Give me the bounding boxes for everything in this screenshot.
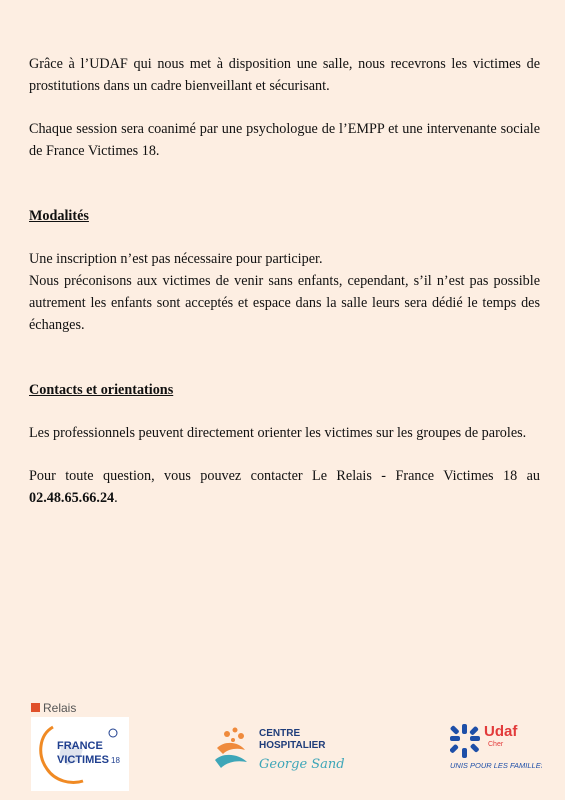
contacts-heading: Contacts et orientations	[29, 382, 174, 398]
contact-text: Pour toute question, vous pouvez contacter Le Relais - France Victimes 18 au	[29, 468, 540, 484]
chgs-line2: HOSPITALIER	[259, 740, 326, 751]
victimes-text: VICTIMES	[57, 754, 109, 766]
inscription-paragraph: Une inscription n’est pas nécessaire pour participer.	[29, 251, 323, 267]
chgs-script: George Sand	[259, 757, 345, 772]
france-victimes-logo	[31, 699, 129, 791]
relais-brand: Relais	[43, 701, 77, 715]
chgs-line1: CENTRE	[259, 728, 301, 739]
france-text: FRANCE	[57, 740, 103, 752]
enfants-paragraph: Nous préconisons aux victimes de venir sans enfants, cependant, s’il n’est pas possible autrement les enfants sont acceptés et espace dans la salle leurs sera dédié le temps des échanges.	[29, 273, 540, 333]
udaf-emblem-icon	[450, 724, 480, 758]
udaf-sub: Cher	[488, 741, 504, 748]
udaf-brand: Udaf	[484, 723, 518, 740]
victimes-number: 18	[111, 756, 120, 765]
modalites-heading: Modalités	[29, 208, 89, 224]
centre-hospitalier-logo	[213, 724, 353, 774]
relais-mark-icon	[31, 703, 40, 712]
session-paragraph: Chaque session sera coanimé par une psychologue de l’EMPP et une intervenante sociale de France Victimes 18.	[29, 121, 540, 159]
contact-end: .	[114, 490, 118, 506]
document-body	[29, 53, 540, 509]
udaf-logo	[450, 722, 542, 772]
phone-number: 02.48.65.66.24	[29, 490, 115, 506]
intro-paragraph: Grâce à l’UDAF qui nous met à disposition une salle, nous recevrons les victimes de prostitutions dans un cadre bienveillant et sécurisant.	[29, 56, 540, 94]
hands-icon	[215, 728, 247, 769]
orientation-paragraph: Les professionnels peuvent directement orienter les victimes sur les groupes de paroles.	[29, 425, 527, 441]
contact-paragraph	[29, 465, 540, 509]
udaf-tagline: UNIS POUR LES FAMILLES	[450, 761, 542, 770]
